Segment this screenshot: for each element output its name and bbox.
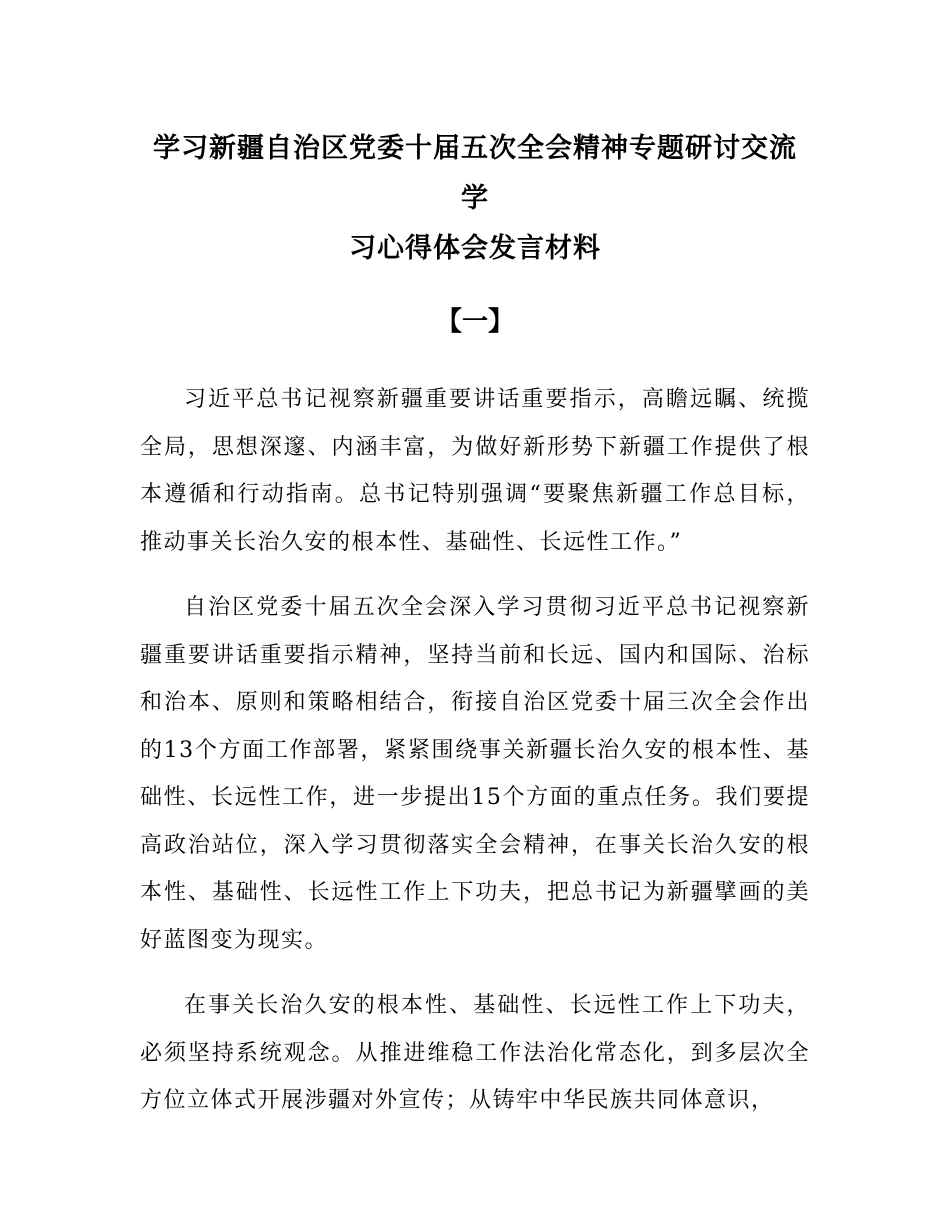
title-line-1: 学习新疆自治区党委十届五次全会精神专题研讨交流学	[153, 133, 797, 214]
paragraph-2: 自治区党委十届五次全会深入学习贯彻习近平总书记视察新疆重要讲话重要指示精神，坚持当前和长远、国内和国际、治标和治本、原则和策略相结合，衔接自治区党委十届三次全会作出的13个方面工作部署，紧紧围绕事关新疆长治久安的根本性、基础性、长远性工作，进一步提出15个方面的重点任务。我们要提高政治站位，深入学习贯彻落实全会精神，在事关长治久安的根本性、基础性、长远性工作上下功夫，把总书记为新疆擘画的美好蓝图变为现实。	[140, 595, 810, 953]
paragraph-1: 习近平总书记视察新疆重要讲话重要指示，高瞻远瞩、统揽全局，思想深邃、内涵丰富，为做好新形势下新疆工作提供了根本遵循和行动指南。总书记特别强调“要聚焦新疆工作总目标，推动事关长治久安的根本性、基础性、长远性工作。”	[140, 387, 810, 555]
document-title	[140, 124, 810, 274]
paragraph-3: 在事关长治久安的根本性、基础性、长远性工作上下功夫，必须坚持系统观念。从推进维稳工作法治化常态化，到多层次全方位立体式开展涉疆对外宣传；从铸牢中华民族共同体意识，	[140, 993, 810, 1113]
section-heading: 【一】	[435, 307, 514, 337]
title-line-2: 习心得体会发言材料	[349, 233, 601, 264]
